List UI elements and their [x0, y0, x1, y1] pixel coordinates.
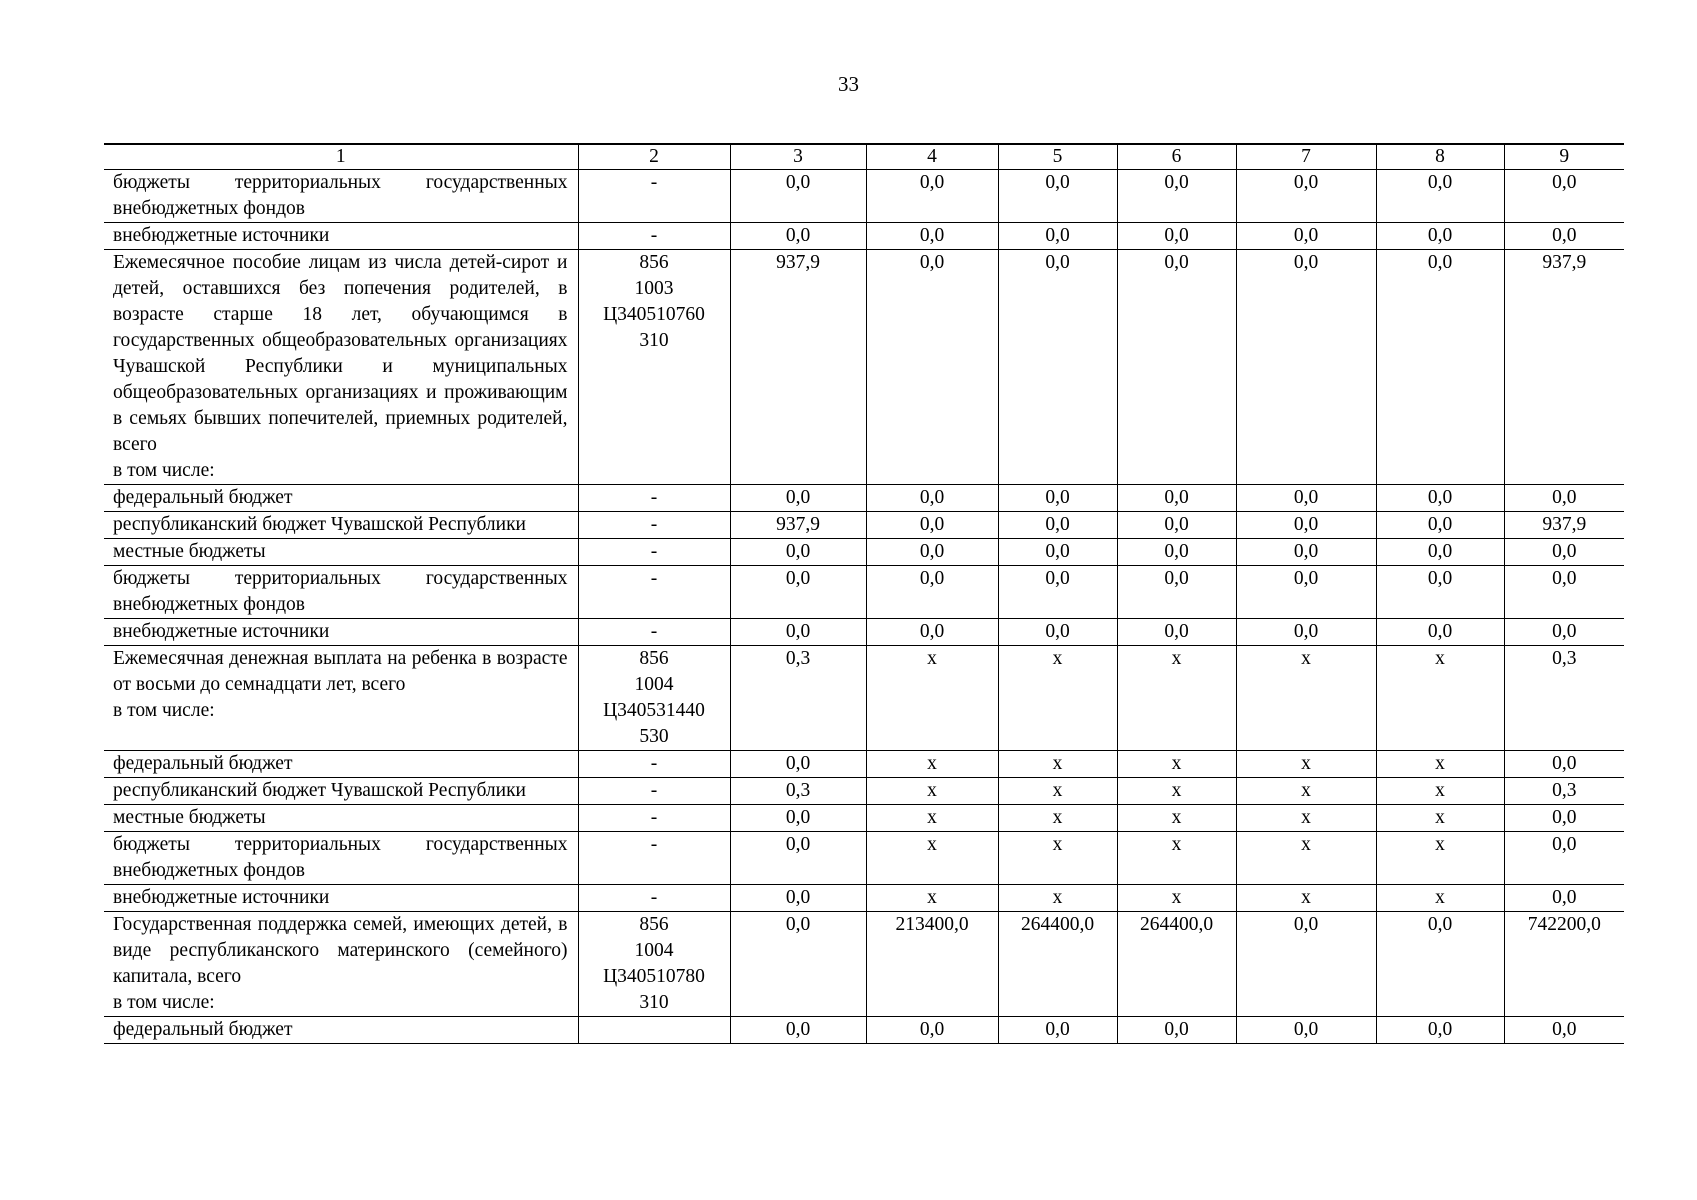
row-value-cell-col8: 0,0: [1376, 250, 1504, 485]
table-header-row: [104, 144, 1624, 170]
row-value-cell-col3: 0,0: [730, 539, 866, 566]
row-code-cell: -: [578, 619, 730, 646]
row-value-cell-col8: 0,0: [1376, 223, 1504, 250]
header-cell-1: 1: [104, 144, 578, 170]
row-value-cell-col3: 0,0: [730, 885, 866, 912]
table-row: [104, 646, 1624, 751]
row-value-cell-col6: 0,0: [1117, 566, 1236, 619]
row-name-cell: республиканский бюджет Чувашской Республики: [104, 512, 578, 539]
row-value-cell-col6: х: [1117, 805, 1236, 832]
row-value-cell-col8: х: [1376, 751, 1504, 778]
row-code-cell: -: [578, 885, 730, 912]
row-value-cell-col7: 0,0: [1236, 250, 1376, 485]
row-value-cell-col6: х: [1117, 778, 1236, 805]
row-value-cell-col8: 0,0: [1376, 619, 1504, 646]
row-value-cell-col6: 0,0: [1117, 170, 1236, 223]
row-name-cell: Ежемесячная денежная выплата на ребенка в возрасте от восьми до семнадцати лет, всего в том числе:: [104, 646, 578, 751]
header-cell-9: 9: [1504, 144, 1624, 170]
row-value-cell-col9: 0,0: [1504, 539, 1624, 566]
row-value-cell-col8: 0,0: [1376, 485, 1504, 512]
row-value-cell-col9: 0,3: [1504, 778, 1624, 805]
row-value-cell-col9: 0,0: [1504, 805, 1624, 832]
row-value-cell-col3: 0,0: [730, 751, 866, 778]
row-value-cell-col7: 0,0: [1236, 566, 1376, 619]
row-value-cell-col6: х: [1117, 646, 1236, 751]
row-value-cell-col4: 0,0: [866, 170, 998, 223]
row-value-cell-col6: 0,0: [1117, 512, 1236, 539]
row-value-cell-col5: 0,0: [998, 512, 1117, 539]
row-value-cell-col5: 264400,0: [998, 912, 1117, 1017]
row-value-cell-col8: 0,0: [1376, 912, 1504, 1017]
row-name-cell: местные бюджеты: [104, 805, 578, 832]
row-value-cell-col7: 0,0: [1236, 1017, 1376, 1044]
row-name-cell: бюджеты территориальных государственных внебюджетных фондов: [104, 566, 578, 619]
page-number: 33: [838, 72, 859, 96]
row-value-cell-col8: 0,0: [1376, 1017, 1504, 1044]
header-cell-8: 8: [1376, 144, 1504, 170]
row-value-cell-col3: 0,0: [730, 1017, 866, 1044]
row-value-cell-col9: 0,0: [1504, 485, 1624, 512]
row-value-cell-col6: х: [1117, 751, 1236, 778]
row-value-cell-col3: 937,9: [730, 512, 866, 539]
row-value-cell-col7: 0,0: [1236, 485, 1376, 512]
row-value-cell-col5: 0,0: [998, 485, 1117, 512]
row-value-cell-col3: 0,0: [730, 485, 866, 512]
row-value-cell-col3: 0,3: [730, 646, 866, 751]
row-code-cell: [578, 1017, 730, 1044]
row-value-cell-col5: 0,0: [998, 250, 1117, 485]
table-row: [104, 805, 1624, 832]
row-value-cell-col3: 0,0: [730, 912, 866, 1017]
row-code-cell: -: [578, 832, 730, 885]
row-value-cell-col6: 0,0: [1117, 539, 1236, 566]
row-value-cell-col6: 0,0: [1117, 485, 1236, 512]
row-value-cell-col9: 0,0: [1504, 223, 1624, 250]
row-value-cell-col6: 264400,0: [1117, 912, 1236, 1017]
header-cell-2: 2: [578, 144, 730, 170]
row-code-cell: 856 1004 Ц340531440 530: [578, 646, 730, 751]
row-value-cell-col7: х: [1236, 832, 1376, 885]
row-value-cell-col4: 0,0: [866, 485, 998, 512]
row-code-cell: -: [578, 223, 730, 250]
budget-table: [104, 143, 1624, 1044]
header-cell-3: 3: [730, 144, 866, 170]
row-code-cell: -: [578, 485, 730, 512]
table-row: [104, 751, 1624, 778]
row-value-cell-col6: х: [1117, 832, 1236, 885]
table-row: [104, 223, 1624, 250]
row-value-cell-col4: 0,0: [866, 619, 998, 646]
header-cell-5: 5: [998, 144, 1117, 170]
row-code-cell: -: [578, 539, 730, 566]
row-value-cell-col4: х: [866, 885, 998, 912]
row-value-cell-col7: 0,0: [1236, 170, 1376, 223]
row-value-cell-col3: 0,0: [730, 566, 866, 619]
row-value-cell-col3: 937,9: [730, 250, 866, 485]
row-value-cell-col4: 0,0: [866, 250, 998, 485]
row-value-cell-col8: х: [1376, 832, 1504, 885]
row-name-cell: внебюджетные источники: [104, 223, 578, 250]
row-code-cell: -: [578, 751, 730, 778]
table-row: [104, 885, 1624, 912]
row-value-cell-col7: 0,0: [1236, 512, 1376, 539]
row-name-cell: Государственная поддержка семей, имеющих детей, в виде республиканского материнского (семейного) капитала, всего в том числе:: [104, 912, 578, 1017]
row-value-cell-col3: 0,0: [730, 619, 866, 646]
row-name-cell: внебюджетные источники: [104, 619, 578, 646]
row-value-cell-col5: х: [998, 885, 1117, 912]
row-value-cell-col7: 0,0: [1236, 539, 1376, 566]
row-value-cell-col7: х: [1236, 751, 1376, 778]
row-value-cell-col6: х: [1117, 885, 1236, 912]
row-value-cell-col4: х: [866, 778, 998, 805]
table-row: [104, 250, 1624, 485]
row-value-cell-col8: 0,0: [1376, 170, 1504, 223]
row-value-cell-col9: 0,0: [1504, 1017, 1624, 1044]
row-value-cell-col9: 0,0: [1504, 885, 1624, 912]
table-row: [104, 619, 1624, 646]
row-value-cell-col5: х: [998, 805, 1117, 832]
header-cell-4: 4: [866, 144, 998, 170]
row-code-cell: -: [578, 805, 730, 832]
row-value-cell-col4: 0,0: [866, 1017, 998, 1044]
row-value-cell-col9: 0,0: [1504, 619, 1624, 646]
row-value-cell-col7: 0,0: [1236, 912, 1376, 1017]
row-value-cell-col3: 0,0: [730, 805, 866, 832]
row-value-cell-col5: 0,0: [998, 170, 1117, 223]
row-value-cell-col3: 0,0: [730, 170, 866, 223]
row-value-cell-col6: 0,0: [1117, 223, 1236, 250]
row-value-cell-col5: 0,0: [998, 619, 1117, 646]
row-value-cell-col8: 0,0: [1376, 539, 1504, 566]
row-value-cell-col7: х: [1236, 778, 1376, 805]
table-row: [104, 170, 1624, 223]
row-value-cell-col9: 0,0: [1504, 566, 1624, 619]
row-value-cell-col9: 742200,0: [1504, 912, 1624, 1017]
row-code-cell: -: [578, 566, 730, 619]
row-value-cell-col6: 0,0: [1117, 1017, 1236, 1044]
row-value-cell-col3: 0,0: [730, 223, 866, 250]
row-value-cell-col5: х: [998, 832, 1117, 885]
row-value-cell-col7: х: [1236, 885, 1376, 912]
row-value-cell-col8: 0,0: [1376, 512, 1504, 539]
table-row: [104, 566, 1624, 619]
row-value-cell-col4: 0,0: [866, 566, 998, 619]
row-value-cell-col5: 0,0: [998, 1017, 1117, 1044]
row-value-cell-col5: 0,0: [998, 566, 1117, 619]
row-name-cell: федеральный бюджет: [104, 751, 578, 778]
row-name-cell: федеральный бюджет: [104, 485, 578, 512]
row-value-cell-col8: х: [1376, 805, 1504, 832]
row-value-cell-col9: 937,9: [1504, 512, 1624, 539]
row-value-cell-col7: х: [1236, 805, 1376, 832]
row-value-cell-col5: 0,0: [998, 223, 1117, 250]
row-name-cell: Ежемесячное пособие лицам из числа детей-сирот и детей, оставшихся без попечения родителей, в возрасте старше 18 лет, обучающимся в государственных общеобразовательных организациях Чувашской Республики и муниципальных общеобразовательных организациях и проживающим в семьях бывших попечителей, приемных родителей, всего в том числе:: [104, 250, 578, 485]
row-code-cell: -: [578, 778, 730, 805]
row-value-cell-col6: 0,0: [1117, 250, 1236, 485]
table-row: [104, 1017, 1624, 1044]
row-value-cell-col6: 0,0: [1117, 619, 1236, 646]
row-value-cell-col4: 0,0: [866, 512, 998, 539]
row-value-cell-col4: х: [866, 646, 998, 751]
row-value-cell-col4: х: [866, 751, 998, 778]
table-row: [104, 539, 1624, 566]
row-value-cell-col4: 0,0: [866, 223, 998, 250]
row-value-cell-col9: 0,0: [1504, 751, 1624, 778]
row-value-cell-col9: 0,3: [1504, 646, 1624, 751]
row-value-cell-col4: х: [866, 832, 998, 885]
row-value-cell-col4: 213400,0: [866, 912, 998, 1017]
row-code-cell: -: [578, 512, 730, 539]
row-value-cell-col8: х: [1376, 778, 1504, 805]
row-value-cell-col3: 0,3: [730, 778, 866, 805]
row-name-cell: внебюджетные источники: [104, 885, 578, 912]
header-cell-6: 6: [1117, 144, 1236, 170]
row-value-cell-col9: 0,0: [1504, 832, 1624, 885]
table-row: [104, 832, 1624, 885]
row-name-cell: бюджеты территориальных государственных внебюджетных фондов: [104, 832, 578, 885]
row-name-cell: республиканский бюджет Чувашской Республики: [104, 778, 578, 805]
row-name-cell: местные бюджеты: [104, 539, 578, 566]
row-name-cell: федеральный бюджет: [104, 1017, 578, 1044]
row-value-cell-col9: 0,0: [1504, 170, 1624, 223]
row-value-cell-col5: х: [998, 778, 1117, 805]
row-value-cell-col7: 0,0: [1236, 223, 1376, 250]
table-body: [104, 144, 1624, 1044]
row-value-cell-col3: 0,0: [730, 832, 866, 885]
row-value-cell-col5: 0,0: [998, 539, 1117, 566]
row-code-cell: 856 1003 Ц340510760 310: [578, 250, 730, 485]
row-value-cell-col5: х: [998, 646, 1117, 751]
header-cell-7: 7: [1236, 144, 1376, 170]
table-row: [104, 485, 1624, 512]
table-row: [104, 912, 1624, 1017]
row-value-cell-col7: х: [1236, 646, 1376, 751]
row-value-cell-col8: 0,0: [1376, 566, 1504, 619]
row-value-cell-col5: х: [998, 751, 1117, 778]
row-code-cell: 856 1004 Ц340510780 310: [578, 912, 730, 1017]
row-value-cell-col8: х: [1376, 646, 1504, 751]
row-value-cell-col4: х: [866, 805, 998, 832]
row-value-cell-col4: 0,0: [866, 539, 998, 566]
row-name-cell: бюджеты территориальных государственных внебюджетных фондов: [104, 170, 578, 223]
row-value-cell-col8: х: [1376, 885, 1504, 912]
row-value-cell-col7: 0,0: [1236, 619, 1376, 646]
table-row: [104, 778, 1624, 805]
row-value-cell-col9: 937,9: [1504, 250, 1624, 485]
table-row: [104, 512, 1624, 539]
row-code-cell: -: [578, 170, 730, 223]
